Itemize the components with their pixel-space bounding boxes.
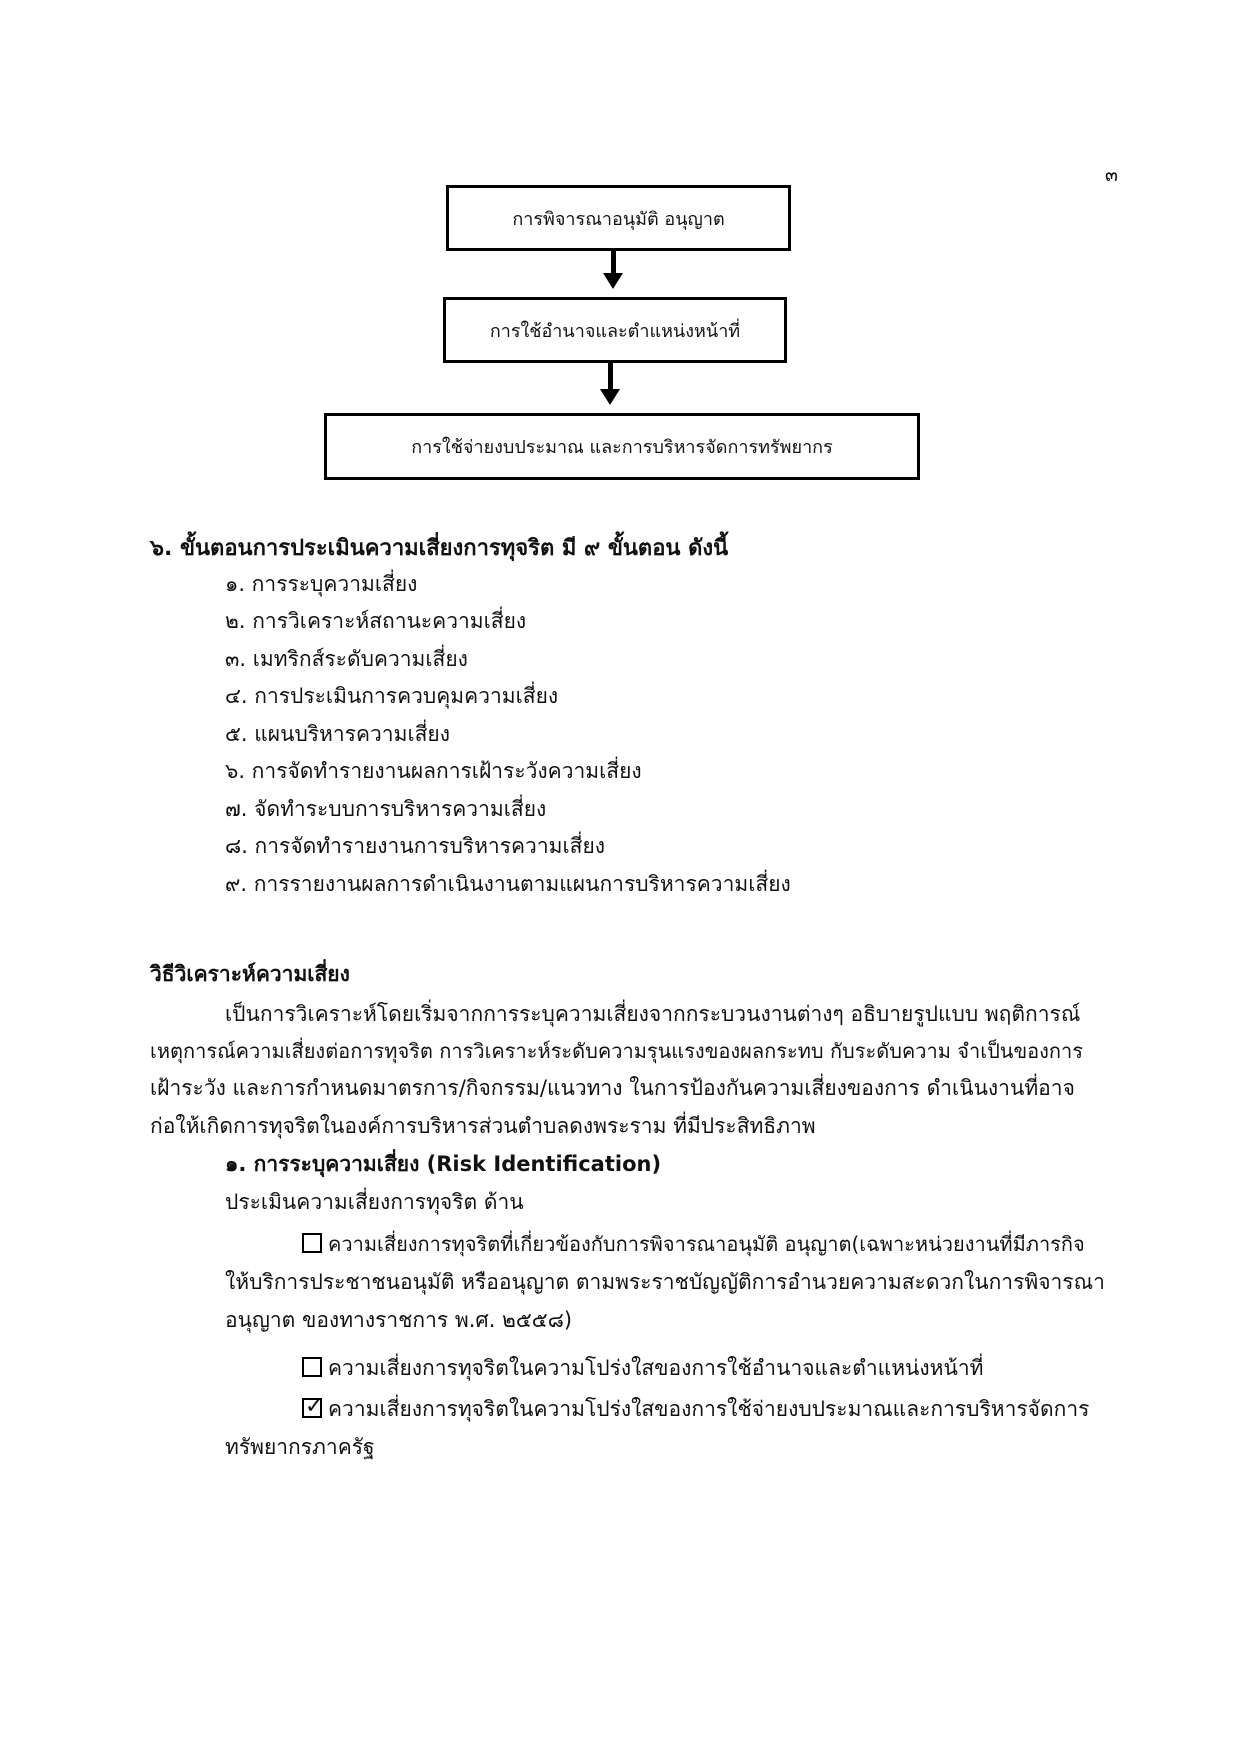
step-item: ๕. แผนบริหารความเสี่ยง	[225, 722, 450, 746]
option-approval-line-3: อนุญาต ของทางราชการ พ.ศ. ๒๕๕๘)	[225, 1308, 573, 1332]
option-approval-line-1: ความเสี่ยงการทุจริตที่เกี่ยวข้องกับการพิจารณาอนุมัติ อนุญาต(เฉพาะหน่วยงานที่มีภารกิจ	[328, 1232, 1085, 1256]
flow-box-authority-label: การใช้อำนาจและตำแหน่งหน้าที่	[489, 320, 741, 342]
flow-box-approval	[446, 185, 791, 251]
checkbox-budget-checked[interactable]	[302, 1398, 322, 1418]
analysis-line-2: เหตุการณ์ความเสี่ยงต่อการทุจริต การวิเคราะห์ระดับความรุนแรงของผลกระทบ กับระดับความ จำเป็นของการ	[150, 1039, 1083, 1063]
step-item: ๓. เมทริกส์ระดับความเสี่ยง	[225, 647, 468, 671]
flow-box-authority	[443, 297, 787, 363]
step-item: ๙. การรายงานผลการดำเนินงานตามแผนการบริหารความเสี่ยง	[225, 872, 791, 896]
option-authority-label: ความเสี่ยงการทุจริตในความโปร่งใสของการใช้อำนาจและตำแหน่งหน้าที่	[328, 1356, 984, 1380]
option-approval	[302, 1228, 1085, 1260]
analysis-line-3: เฝ้าระวัง และการกำหนดมาตรการ/กิจกรรม/แนวทาง ในการป้องกันความเสี่ยงของการ ดำเนินงานที่อาจ	[150, 1076, 1075, 1100]
checkbox-approval[interactable]	[302, 1233, 322, 1253]
analysis-heading: วิธีวิเคราะห์ความเสี่ยง	[150, 962, 350, 986]
step-item: ๘. การจัดทำรายงานการบริหารความเสี่ยง	[225, 834, 606, 858]
option-budget	[302, 1393, 1089, 1426]
section6-heading: ๖. ขั้นตอนการประเมินความเสี่ยงการทุจริต มี ๙ ขั้นตอน ดังนี้	[150, 536, 729, 561]
step-item: ๑. การระบุความเสี่ยง	[225, 572, 418, 596]
analysis-line-4: ก่อให้เกิดการทุจริตในองค์การบริหารส่วนตำบลดงพระราม ที่มีประสิทธิภาพ	[150, 1114, 816, 1138]
step-item: ๒. การวิเคราะห์สถานะความเสี่ยง	[225, 609, 527, 633]
page-number: ๓	[1105, 164, 1118, 186]
flow-box-budget-label: การใช้จ่ายงบประมาณ และการบริหารจัดการทรัพยากร	[411, 437, 833, 458]
option-budget-line-1: ความเสี่ยงการทุจริตในความโปร่งใสของการใช้จ่ายงบประมาณและการบริหารจัดการ	[328, 1397, 1090, 1421]
analysis-line-1: เป็นการวิเคราะห์โดยเริ่มจากการระบุความเสี่ยงจากกระบวนงานต่างๆ อธิบายรูปแบบ พฤติการณ์	[225, 1002, 1081, 1026]
option-approval-line-2: ให้บริการประชาชนอนุมัติ หรืออนุญาต ตามพระราชบัญญัติการอำนวยความสะดวกในการพิจารณา	[225, 1270, 1105, 1294]
step-item: ๖. การจัดทำรายงานผลการเฝ้าระวังความเสี่ยง	[225, 759, 642, 783]
flow-box-approval-label: การพิจารณาอนุมัติ อนุญาต	[512, 208, 725, 230]
option-budget-line-2: ทรัพยากรภาครัฐ	[225, 1435, 375, 1459]
step-item: ๔. การประเมินการควบคุมความเสี่ยง	[225, 684, 559, 708]
checkbox-authority[interactable]	[302, 1357, 322, 1377]
step-item: ๗. จัดทำระบบการบริหารความเสี่ยง	[225, 797, 547, 821]
assess-label: ประเมินความเสี่ยงการทุจริต ด้าน	[225, 1190, 524, 1214]
option-authority	[302, 1352, 983, 1385]
flow-box-budget	[324, 413, 920, 480]
risk-identification-heading: ๑. การระบุความเสี่ยง (Risk Identification)	[225, 1152, 662, 1176]
